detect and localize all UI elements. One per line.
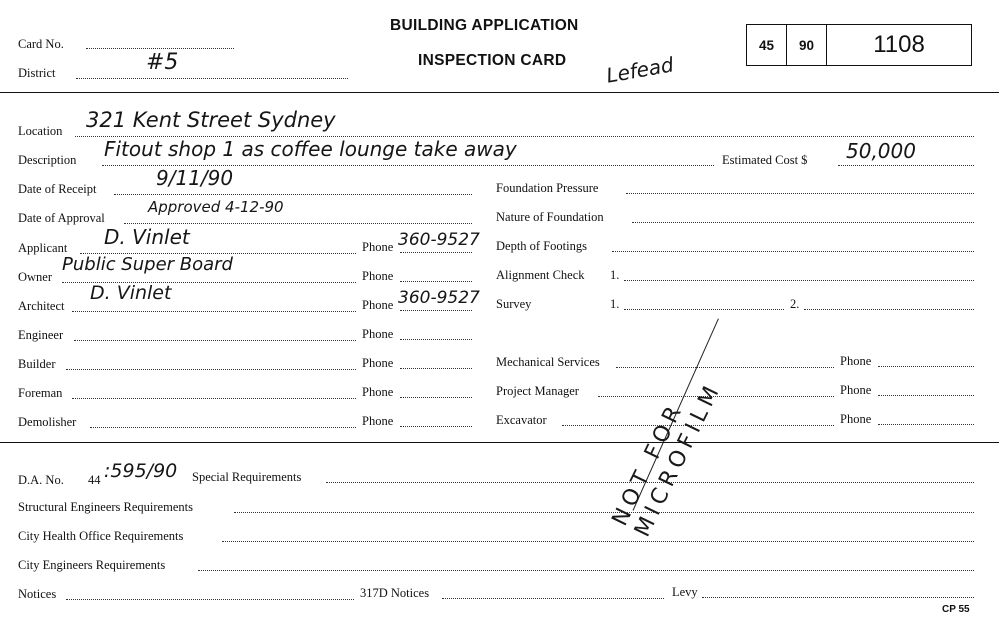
mechanical-phone-label: Phone [840, 354, 872, 368]
notices-317d-field[interactable] [442, 598, 664, 599]
owner-value: Public Super Board [62, 254, 233, 275]
builder-phone-label: Phone [362, 356, 394, 370]
description-label: Description [18, 153, 77, 167]
date-approval-label: Date of Approval [18, 211, 105, 225]
card-number-boxes [746, 24, 972, 66]
da-value: :595/90 [104, 460, 178, 482]
location-label: Location [18, 124, 63, 138]
box-a: 45 [747, 25, 787, 65]
card-no-field[interactable] [86, 48, 234, 49]
demolisher-field[interactable] [90, 427, 356, 428]
da-prefix: 44 [88, 473, 101, 487]
district-field[interactable] [76, 78, 348, 79]
title-line2: INSPECTION CARD [418, 52, 567, 69]
description-value: Fitout shop 1 as coffee lounge take away [104, 137, 517, 161]
owner-phone-field[interactable] [400, 281, 472, 282]
engineer-phone-field[interactable] [400, 339, 472, 340]
architect-label: Architect [18, 299, 65, 313]
district-label: District [18, 66, 56, 80]
estimated-cost-value: 50,000 [846, 139, 916, 163]
survey-field-2[interactable] [804, 309, 974, 310]
architect-phone-value: 360-9527 [398, 288, 480, 308]
engineer-field[interactable] [74, 340, 356, 341]
foundation-pressure-label: Foundation Pressure [496, 181, 599, 195]
header-divider [0, 92, 999, 93]
foundation-pressure-field[interactable] [626, 193, 974, 194]
box-number: 1108 [873, 31, 925, 58]
district-value: #5 [146, 50, 179, 75]
foreman-field[interactable] [72, 398, 356, 399]
project-manager-label: Project Manager [496, 384, 579, 398]
signature: Lefead [604, 52, 676, 88]
architect-phone-label: Phone [362, 298, 394, 312]
notices-317d-label: 317D Notices [360, 586, 430, 600]
survey-label: Survey [496, 297, 532, 311]
foreman-label: Foreman [18, 386, 63, 400]
alignment-check-label: Alignment Check [496, 268, 585, 282]
footer-code: CP 55 [942, 604, 970, 615]
levy-field[interactable] [702, 597, 974, 598]
depth-footings-field[interactable] [612, 251, 974, 252]
date-receipt-value: 9/11/90 [156, 166, 234, 190]
city-engineers-label: City Engineers Requirements [18, 558, 166, 572]
estimated-cost-label: Estimated Cost $ [722, 153, 808, 167]
location-value: 321 Kent Street Sydney [86, 108, 336, 132]
demolisher-phone-label: Phone [362, 414, 394, 428]
foreman-phone-label: Phone [362, 385, 394, 399]
survey-num2: 2. [790, 297, 800, 311]
nature-foundation-field[interactable] [632, 222, 974, 223]
nature-foundation-label: Nature of Foundation [496, 210, 604, 224]
da-no-label: D.A. No. [18, 473, 64, 487]
applicant-value: D. Vinlet [104, 225, 190, 249]
applicant-label: Applicant [18, 241, 68, 255]
date-approval-value: Approved 4-12-90 [148, 198, 284, 216]
architect-phone-field[interactable] [400, 310, 472, 311]
notices-label: Notices [18, 587, 57, 601]
excavator-phone-field[interactable] [878, 424, 974, 425]
title-line1: BUILDING APPLICATION [390, 17, 579, 34]
foreman-phone-field[interactable] [400, 397, 472, 398]
details-divider [0, 442, 999, 443]
alignment-check-field[interactable] [624, 280, 974, 281]
excavator-phone-label: Phone [840, 412, 872, 426]
engineer-label: Engineer [18, 328, 64, 342]
mechanical-label: Mechanical Services [496, 355, 600, 369]
builder-field[interactable] [66, 369, 356, 370]
mechanical-phone-field[interactable] [878, 366, 974, 367]
builder-label: Builder [18, 357, 56, 371]
card-no-label: Card No. [18, 37, 64, 51]
excavator-label: Excavator [496, 413, 547, 427]
survey-num1: 1. [610, 297, 620, 311]
applicant-phone-field[interactable] [400, 252, 472, 253]
demolisher-label: Demolisher [18, 415, 77, 429]
applicant-phone-value: 360-9527 [398, 230, 480, 250]
date-approval-field[interactable] [124, 223, 472, 224]
alignment-check-num: 1. [610, 268, 620, 282]
project-manager-phone-label: Phone [840, 383, 872, 397]
architect-value: D. Vinlet [90, 282, 172, 304]
not-for-microfilm-stamp: NOT FOR MICROFILM [607, 378, 727, 541]
estimated-cost-field[interactable] [838, 165, 974, 166]
date-receipt-field[interactable] [114, 194, 472, 195]
levy-label: Levy [672, 585, 698, 599]
project-manager-phone-field[interactable] [878, 395, 974, 396]
box-b: 90 [787, 25, 827, 65]
depth-footings-label: Depth of Footings [496, 239, 587, 253]
structural-field[interactable] [234, 512, 974, 513]
health-label: City Health Office Requirements [18, 529, 184, 543]
owner-label: Owner [18, 270, 53, 284]
structural-label: Structural Engineers Requirements [18, 500, 193, 514]
engineer-phone-label: Phone [362, 327, 394, 341]
owner-phone-label: Phone [362, 269, 394, 283]
builder-phone-field[interactable] [400, 368, 472, 369]
notices-field[interactable] [66, 599, 354, 600]
demolisher-phone-field[interactable] [400, 426, 472, 427]
health-field[interactable] [222, 541, 974, 542]
architect-field[interactable] [72, 311, 356, 312]
city-engineers-field[interactable] [198, 570, 974, 571]
special-requirements-label: Special Requirements [192, 470, 302, 484]
date-receipt-label: Date of Receipt [18, 182, 97, 196]
applicant-phone-label: Phone [362, 240, 394, 254]
